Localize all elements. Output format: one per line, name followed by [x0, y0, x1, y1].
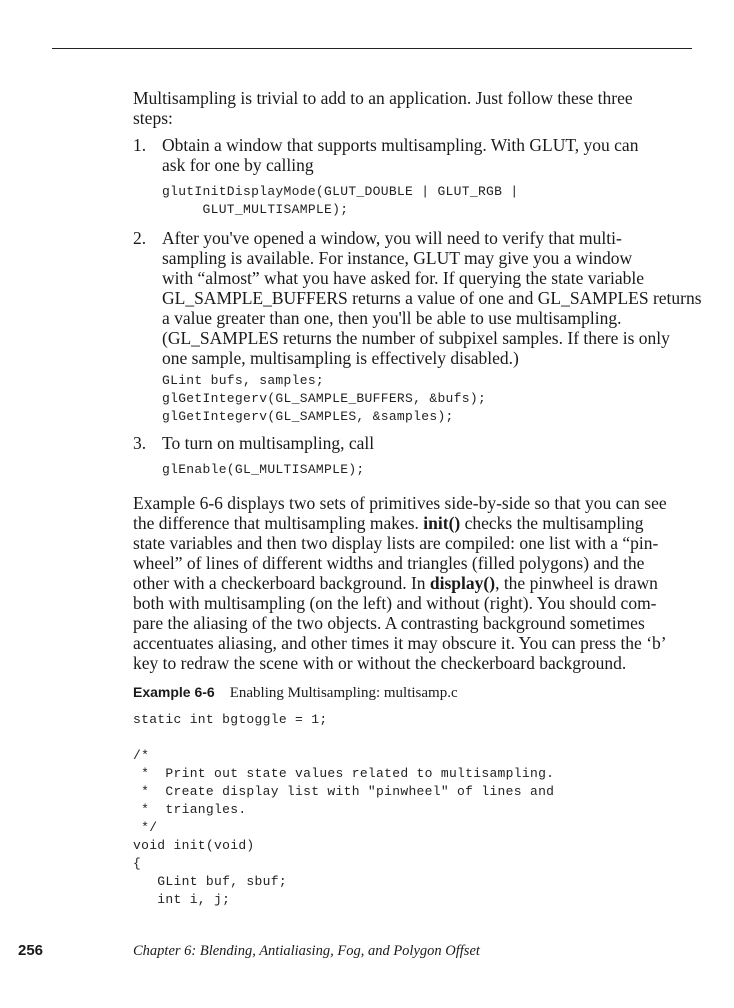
step-2-line: with “almost” what you have asked for. If querying the state variable	[162, 268, 645, 288]
example-title: Enabling Multisampling: multisamp.c	[229, 685, 458, 701]
step-1-code: glutInitDisplayMode(GLUT_DOUBLE | GLUT_RGB | GLUT_MULTISAMPLE);	[162, 184, 519, 217]
code-line: /*	[133, 748, 150, 763]
intro-line-1: Multisampling is trivial to add to an application. Just follow these three	[133, 88, 633, 108]
step-1-line: ask for one by calling	[162, 155, 314, 175]
body-line: Example 6-6 displays two sets of primitives side-by-side so that you can see	[133, 493, 667, 513]
function-name: display()	[429, 573, 496, 593]
step-2-line: a value greater than one, then you'll be able to use multisampling.	[162, 308, 622, 328]
body-line: pare the aliasing of the two objects. A contrasting background sometimes	[133, 613, 645, 633]
code-line: int i, j;	[133, 892, 231, 907]
code-line: */	[133, 820, 158, 835]
step-2-line: one sample, multisampling is effectively disabled.)	[162, 348, 519, 368]
step-3-code: glEnable(GL_MULTISAMPLE);	[162, 462, 365, 477]
chapter-title: Chapter 6: Blending, Antialiasing, Fog, and Polygon Offset	[133, 943, 480, 959]
example-caption	[133, 684, 458, 702]
body-line: state variables and then two display lists are compiled: one list with a “pin-	[133, 533, 659, 553]
code-line: void init(void)	[133, 838, 255, 853]
step-3-line: To turn on multisampling, call	[162, 433, 375, 453]
header-rule	[52, 48, 692, 49]
example-label: Example 6-6	[133, 684, 215, 700]
body-line: wheel” of lines of different widths and triangles (filled polygons) and the	[133, 553, 645, 573]
step-1-line: Obtain a window that supports multisampling. With GLUT, you can	[162, 135, 639, 155]
body-line: both with multisampling (on the left) and without (right). You should com-	[133, 593, 657, 613]
step-2-line: (GL_SAMPLES returns the number of subpixel samples. If there is only	[162, 328, 670, 348]
body-line: other with a checkerboard background. In display(), the pinwheel is drawn	[133, 573, 658, 593]
body-line: accentuates aliasing, and other times it may obscure it. You can press the ‘b’	[133, 633, 667, 653]
step-3-number: 3.	[133, 433, 147, 453]
code-line: * Create display list with "pinwheel" of lines and	[133, 784, 555, 799]
function-name: init()	[423, 513, 461, 533]
step-2-line: sampling is available. For instance, GLUT may give you a window	[162, 248, 633, 268]
step-1-number: 1.	[133, 135, 147, 155]
code-line: * triangles.	[133, 802, 247, 817]
step-2-line: GL_SAMPLE_BUFFERS returns a value of one and GL_SAMPLES returns	[162, 288, 702, 308]
code-line: static int bgtoggle = 1;	[133, 712, 328, 727]
body-line: key to redraw the scene with or without the checkerboard background.	[133, 653, 627, 673]
step-2-number: 2.	[133, 228, 147, 248]
intro-line-2: steps:	[133, 108, 173, 128]
step-2-line: After you've opened a window, you will need to verify that multi-	[162, 228, 622, 248]
code-line: * Print out state values related to multisampling.	[133, 766, 555, 781]
code-line: GLint buf, sbuf;	[133, 874, 287, 889]
code-line: {	[133, 856, 142, 871]
body-line: the difference that multisampling makes. init() checks the multisampling	[133, 513, 644, 533]
step-2-code: GLint bufs, samples; glGetIntegerv(GL_SAMPLE_BUFFERS, &bufs); glGetIntegerv(GL_SAMPLES, &samples);	[162, 373, 487, 424]
page-number: 256	[18, 942, 44, 959]
